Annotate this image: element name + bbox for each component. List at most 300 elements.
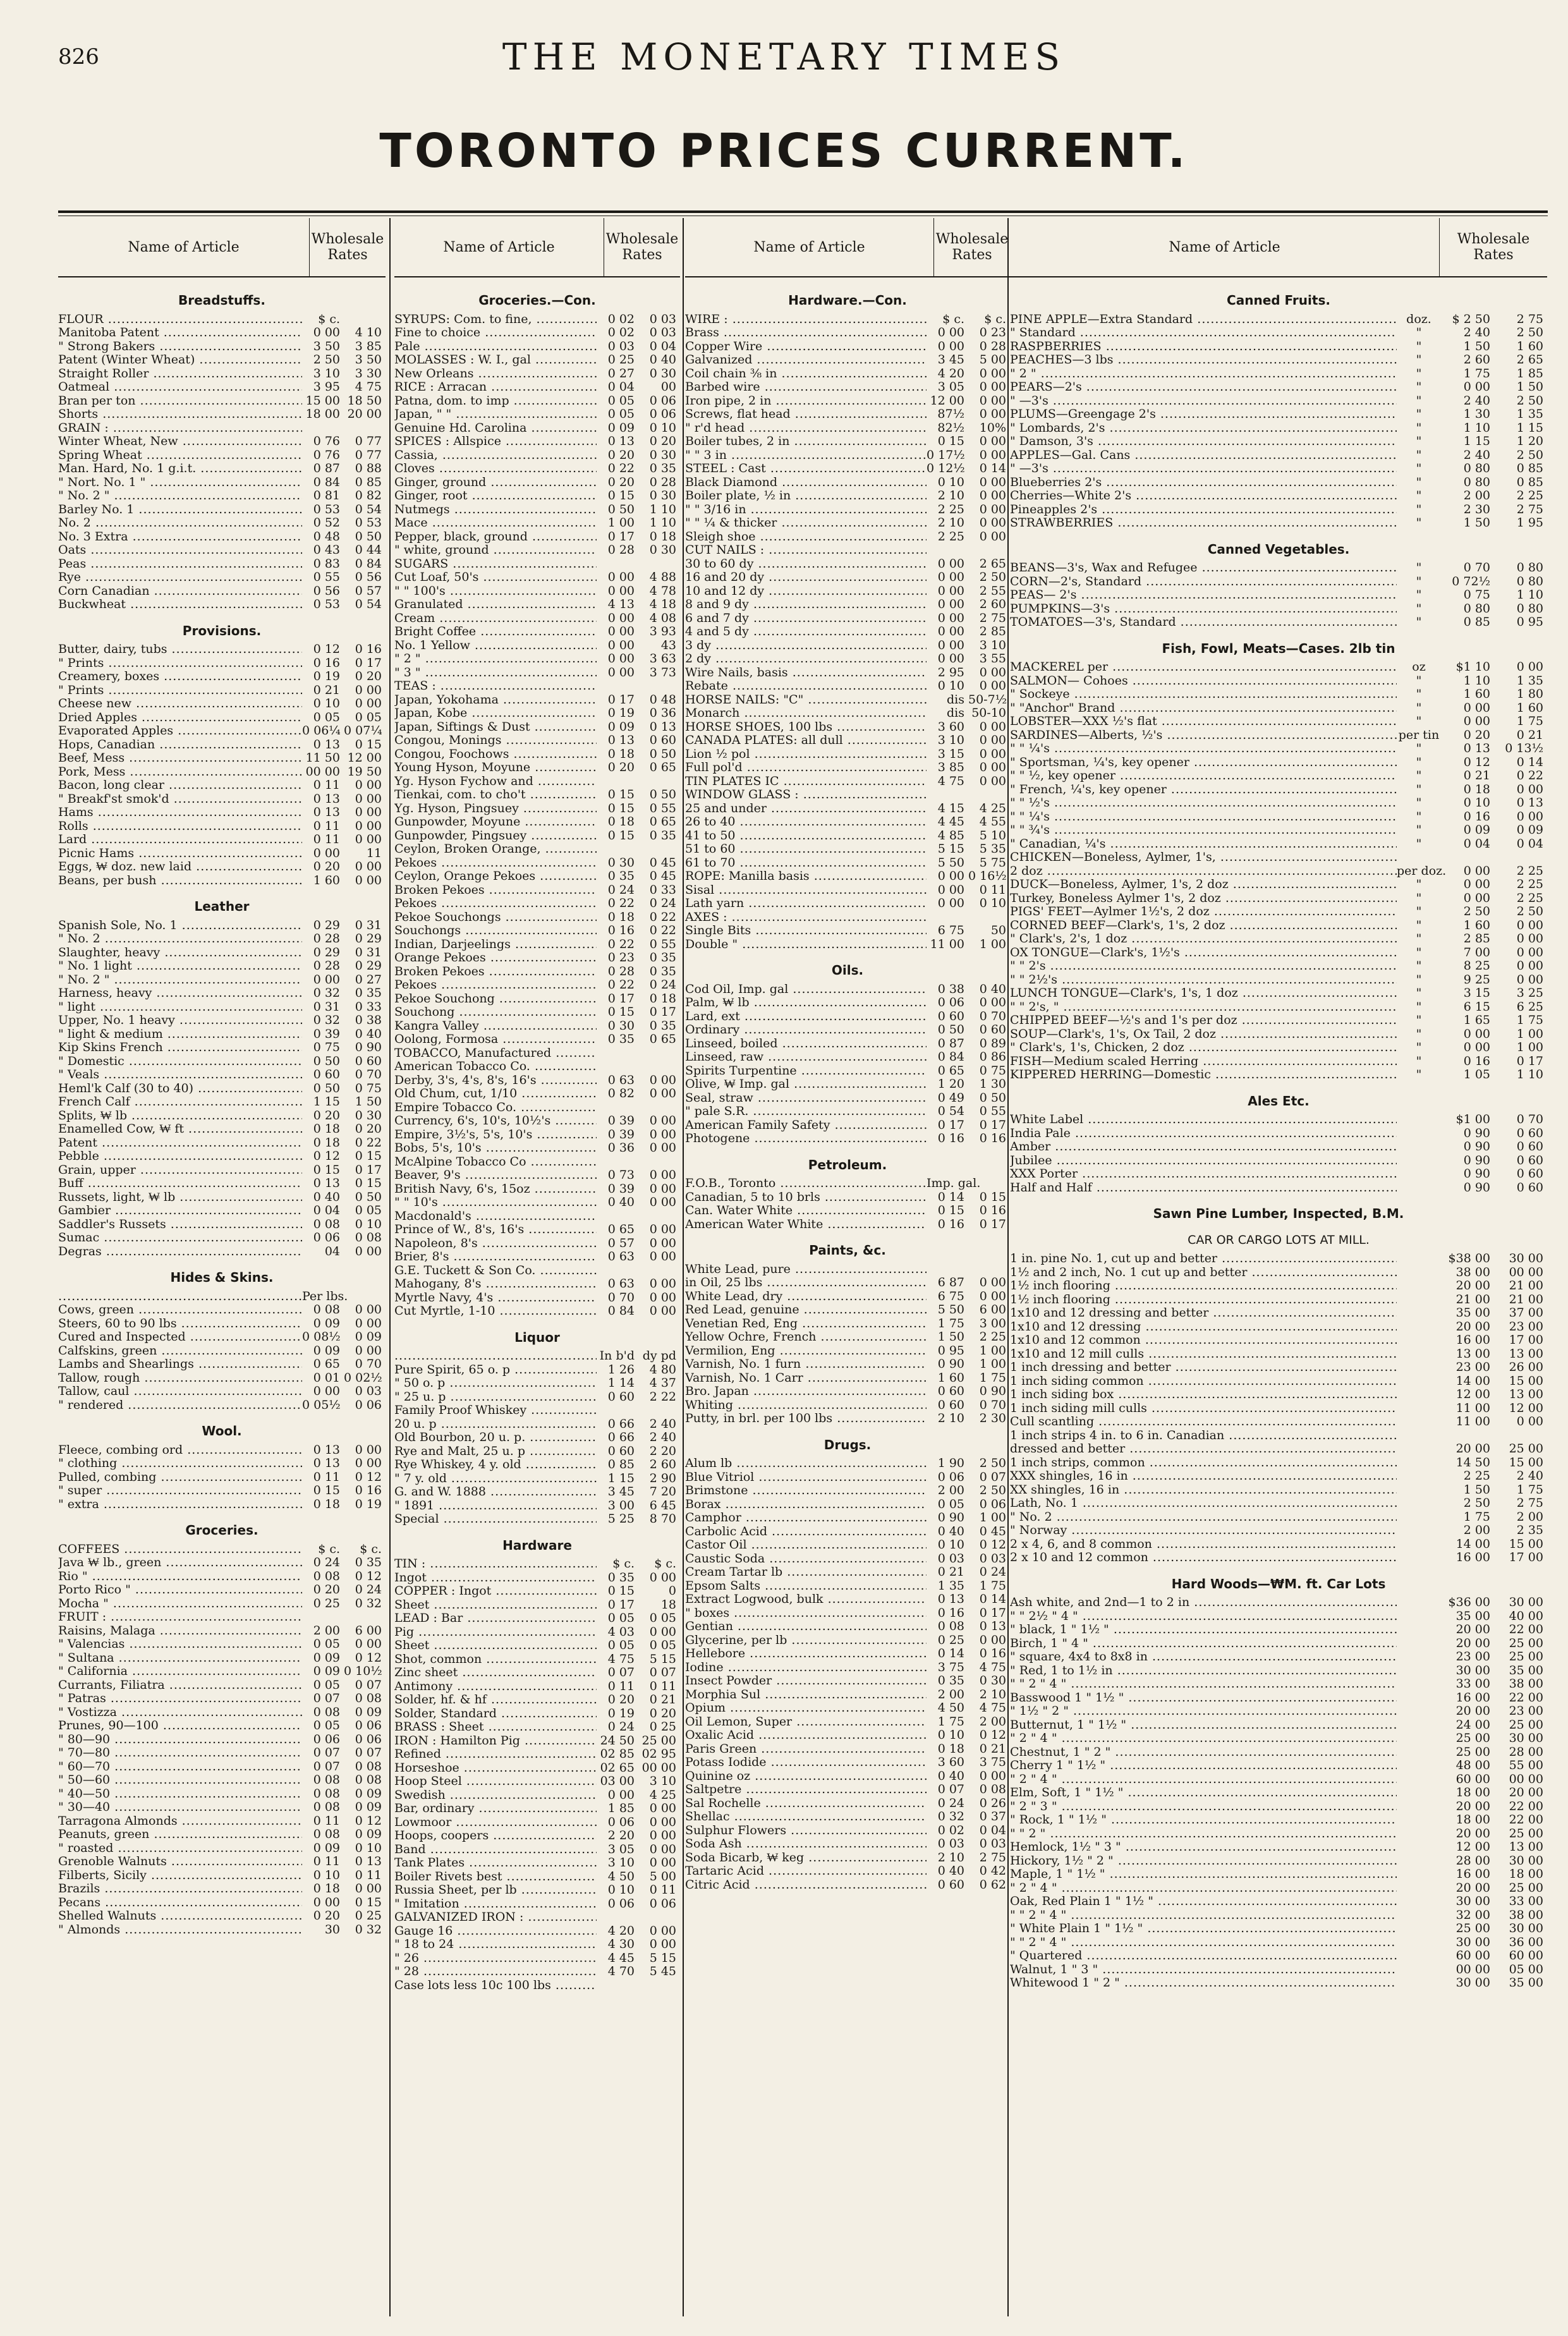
price-low: 0 17 <box>607 693 635 707</box>
price-row <box>685 1878 1010 1892</box>
price-low <box>927 1263 968 1277</box>
price-row <box>58 1444 386 1457</box>
price-high: 0 14 <box>979 462 1006 475</box>
price-high <box>638 1911 680 1925</box>
price-low: 0 80 <box>1463 602 1490 616</box>
price-low: 25 00 <box>1456 1745 1490 1759</box>
price-high: 00 <box>660 380 676 394</box>
price-low: 0 15 <box>937 1204 964 1217</box>
article-name: " Sockeye ..... <box>1010 688 1397 702</box>
price-row <box>685 449 1010 463</box>
price-row <box>394 1897 680 1911</box>
price-high: 0 00 <box>1516 932 1543 946</box>
price-high: 0 17 <box>649 1006 676 1019</box>
price-high: 5 75 <box>979 856 1006 870</box>
price-row <box>58 1358 386 1372</box>
price-low: 3 10 <box>937 734 964 747</box>
price-low: 0 20 <box>313 1583 340 1597</box>
price-low: 0 35 <box>607 1033 635 1046</box>
unit: " <box>1416 489 1422 502</box>
article-name: " 1½ " 2 " ..... <box>1010 1705 1397 1719</box>
price-row <box>685 983 1010 997</box>
unit <box>1397 1483 1441 1497</box>
price-row <box>58 847 386 861</box>
price-low: 16 00 <box>1456 1691 1490 1705</box>
price-high: 2 75 <box>1516 312 1543 326</box>
price-row <box>394 1141 680 1155</box>
price-high: 3 10 <box>979 638 1006 652</box>
article-name: Pekoe Souchongs ..... <box>394 911 597 925</box>
article-name: 1x10 and 12 dressing and better ..... <box>1010 1306 1397 1320</box>
article-name: Genuine Hd. Carolina ..... <box>394 422 597 435</box>
price-high: 0 28 <box>649 475 676 489</box>
price-low: 0 00 <box>607 1788 635 1802</box>
article-name: " " ½, key opener ..... <box>1010 769 1397 783</box>
article-name: WINDOW GLASS : ..... <box>685 788 927 802</box>
article-name: New Orleans ..... <box>394 367 597 381</box>
column-header-rates: Wholesale Rates <box>933 218 1010 276</box>
price-high: 0 09 <box>355 1828 382 1841</box>
article-name: " 2 " 4 " ..... <box>1010 1773 1397 1787</box>
article-name: Maple, 1 " 1½ " ..... <box>1010 1868 1397 1882</box>
price-low: dis <box>947 707 964 720</box>
price-row <box>58 765 386 779</box>
unit: per doz. <box>1397 864 1447 878</box>
price-low: 24 00 <box>1456 1718 1490 1732</box>
article-name: Patent (Winter Wheat) ..... <box>58 353 302 367</box>
price-low <box>927 911 968 925</box>
price-row <box>58 1290 386 1304</box>
price-high: 4 78 <box>649 584 676 598</box>
price-row <box>58 1869 386 1883</box>
price-row <box>58 657 386 671</box>
price-low: 0 06¼ <box>302 724 341 738</box>
price-low: 0 00 <box>937 571 964 584</box>
price-row <box>58 503 386 517</box>
price-low: 0 00 <box>937 638 964 652</box>
price-high: 0 08 <box>355 1773 382 1787</box>
article-name: Band ..... <box>394 1843 597 1857</box>
article-name: " Norway ..... <box>1010 1524 1397 1538</box>
price-high: 0 86 <box>979 1050 1006 1064</box>
price-low: 0 85 <box>1463 616 1490 629</box>
price-high: 0 03 <box>649 326 676 339</box>
article-name: Oak, Red Plain 1 " 1½ " ..... <box>1010 1895 1397 1909</box>
price-row <box>685 802 1010 816</box>
price-low: 0 07 <box>313 1760 340 1773</box>
price-low: 20 00 <box>1456 1705 1490 1718</box>
article-name: Bran per ton ..... <box>58 394 302 408</box>
article-name: Gambier ..... <box>58 1204 302 1218</box>
price-row <box>685 1484 1010 1498</box>
price-low: 0 60 <box>937 1878 964 1892</box>
price-high: 0 00 <box>979 747 1006 761</box>
article-name: Beaver, 9's ..... <box>394 1169 597 1183</box>
price-row <box>1010 561 1547 575</box>
price-low: 00 00 <box>1456 1962 1490 1976</box>
price-high: 2 20 <box>649 1444 676 1458</box>
unit <box>1397 1610 1441 1624</box>
price-high: 33 00 <box>1509 1895 1543 1908</box>
price-high: 0 60 <box>355 1054 382 1068</box>
price-low: 18 00 <box>1456 1813 1490 1827</box>
price-high: 2 75 <box>979 611 1006 625</box>
price-low: 2 00 <box>1463 489 1490 502</box>
price-low: 0 08 <box>937 1620 964 1633</box>
price-high: 0 90 <box>979 1385 1006 1398</box>
article-name: Putty, in brl. per 100 lbs ..... <box>685 1412 927 1426</box>
price-high: 1 85 <box>1516 367 1543 380</box>
price-high: 2 40 <box>1516 1469 1543 1483</box>
unit: " <box>1416 782 1422 796</box>
article-name: " rendered ..... <box>58 1399 302 1413</box>
price-low: 6 75 <box>937 1289 964 1303</box>
article-name: 1½ and 2 inch, No. 1 cut up and better ..... <box>1010 1266 1397 1280</box>
article-name: British Navy, 6's, 15oz ..... <box>394 1183 597 1196</box>
price-high: 0 21 <box>979 1742 1006 1756</box>
price-high: 0 35 <box>649 462 676 475</box>
price-high: 0 21 <box>649 1693 676 1706</box>
price-row <box>58 1787 386 1801</box>
article-name: Cherries—White 2's ..... <box>1010 489 1397 503</box>
section-heading: Hardware <box>502 1537 572 1553</box>
price-row <box>685 1105 1010 1119</box>
price-high: 5 10 <box>979 829 1006 843</box>
section-heading: Provisions. <box>182 623 262 638</box>
price-row <box>685 761 1010 775</box>
price-row <box>685 679 1010 693</box>
price-high <box>968 911 1010 925</box>
price-low <box>927 544 968 557</box>
unit <box>1397 1154 1441 1168</box>
price-low: 0 52 <box>313 516 340 530</box>
price-high: 60 00 <box>1509 1949 1543 1962</box>
article-name: 6 and 7 dy ..... <box>685 612 927 626</box>
price-high: 0 17 <box>979 1606 1006 1620</box>
price-row <box>685 1177 1010 1191</box>
article-name: " Almonds ..... <box>58 1923 302 1937</box>
price-high: 2 50 <box>1516 394 1543 408</box>
price-high: 0 00 <box>355 1303 382 1317</box>
price-row <box>685 1457 1010 1471</box>
price-row <box>58 1471 386 1485</box>
price-row <box>685 748 1010 762</box>
price-high <box>638 843 680 856</box>
price-high: 0 00 <box>979 502 1006 516</box>
price-row <box>685 1092 1010 1105</box>
price-high: 0 54 <box>355 598 382 611</box>
price-row <box>58 874 386 888</box>
price-high: 2 50 <box>1516 905 1543 918</box>
price-row <box>685 1566 1010 1579</box>
price-high: 0 16 <box>355 1484 382 1497</box>
price-row <box>1010 1320 1547 1334</box>
article-name: Screws, flat head ..... <box>685 408 927 422</box>
article-name: Potass Iodide ..... <box>685 1756 927 1770</box>
price-low: 0 09 <box>313 1317 340 1330</box>
article-name: Turkey, Boneless Aylmer 1's, 2 doz ..... <box>1010 892 1397 906</box>
price-row <box>394 679 680 693</box>
price-row <box>394 1789 680 1803</box>
price-low: 0 00 <box>937 326 964 339</box>
article-name: COFFEES ..... <box>58 1543 302 1557</box>
price-row <box>394 924 680 938</box>
price-low: 0 14 <box>937 1647 964 1660</box>
price-row <box>58 1218 386 1232</box>
price-high: 25 00 <box>1509 1881 1543 1895</box>
price-row <box>1010 1746 1547 1760</box>
price-row <box>1010 1732 1547 1746</box>
price-row <box>1010 973 1547 987</box>
article-name: Buff ..... <box>58 1177 302 1191</box>
article-name: Pale ..... <box>394 340 597 354</box>
price-low: 0 05½ <box>302 1398 341 1412</box>
price-row <box>1010 489 1547 503</box>
price-low: 8 25 <box>1463 959 1490 973</box>
unit <box>1397 1854 1441 1868</box>
price-high: 0 04 <box>1516 837 1543 851</box>
unit <box>1397 1922 1441 1936</box>
price-high <box>344 1610 386 1624</box>
price-low: 0 76 <box>313 448 340 462</box>
article-name: Manitoba Patent ..... <box>58 326 302 340</box>
price-row <box>58 340 386 354</box>
price-high: 0 00 <box>355 833 382 846</box>
price-low: 0 28 <box>313 959 340 973</box>
article-name: PUMPKINS—3's ..... <box>1010 602 1397 616</box>
article-name: Lard, ext ..... <box>685 1010 927 1024</box>
price-row <box>394 1816 680 1830</box>
price-row <box>685 462 1010 476</box>
unit <box>1397 1167 1441 1181</box>
price-high: 0 16 <box>979 1204 1006 1217</box>
price-row <box>685 1330 1010 1344</box>
price-low: 0 31 <box>313 1000 340 1014</box>
section-heading: Paints, &c. <box>809 1243 886 1258</box>
article-name: Olive, ₩ Imp. gal ..... <box>685 1078 927 1092</box>
price-high: 0 65 <box>649 761 676 774</box>
price-row <box>58 973 386 987</box>
price-high: 3 75 <box>979 1756 1006 1769</box>
price-row <box>685 1674 1010 1688</box>
article-name: American Tobacco Co. ..... <box>394 1060 597 1074</box>
price-high: 1 00 <box>979 1511 1006 1524</box>
price-low: 11 50 <box>305 751 340 765</box>
price-low: 1 30 <box>1463 408 1490 421</box>
price-row <box>394 1431 680 1445</box>
price-row <box>1010 367 1547 381</box>
price-low: $36 00 <box>1448 1596 1490 1609</box>
page-title: TORONTO PRICES CURRENT. <box>379 124 1189 178</box>
price-high: 1 60 <box>1516 339 1543 353</box>
price-low: 1 14 <box>607 1377 635 1390</box>
article-name: Japan, " " ..... <box>394 408 597 422</box>
article-name: " Clark's, 1's, Chicken, 2 doz ..... <box>1010 1041 1397 1055</box>
section-heading: Canned Vegetables. <box>1207 541 1350 557</box>
price-high: 0 12 <box>355 1569 382 1583</box>
price-high: 2 65 <box>979 557 1006 571</box>
price-row <box>394 1666 680 1680</box>
price-row <box>1010 660 1547 674</box>
article-name: " pale S.R. ..... <box>685 1105 927 1119</box>
article-name: Empire, 3½'s, 5's, 10's ..... <box>394 1128 597 1142</box>
price-row <box>394 802 680 816</box>
column-header-name: Name of Article <box>128 239 240 255</box>
price-low: 0 13 <box>1463 742 1490 755</box>
price-low: 0 50 <box>937 1023 964 1037</box>
unit: " <box>1416 878 1422 891</box>
price-high: 0 00 <box>1516 946 1543 959</box>
price-low: 2 50 <box>1463 905 1490 918</box>
price-row <box>394 652 680 666</box>
price-low: 0 16 <box>607 924 635 937</box>
price-low: 0 10 <box>1463 796 1490 810</box>
article-name: SALMON— Cohoes ..... <box>1010 674 1397 688</box>
price-low: 0 17 <box>607 530 635 544</box>
price-row <box>1010 1895 1547 1909</box>
article-name: PIGS' FEET—Aylmer 1½'s, 2 doz ..... <box>1010 905 1397 919</box>
price-row <box>58 919 386 933</box>
price-low: 0 04 <box>607 380 635 394</box>
article-name: SPICES : Allspice ..... <box>394 435 597 449</box>
price-row <box>394 598 680 612</box>
article-name: 1½ inch flooring ..... <box>1010 1293 1397 1307</box>
price-high: 0 50 <box>649 747 676 761</box>
article-name: Iodine ..... <box>685 1661 927 1675</box>
price-high: 0 00 <box>355 697 382 710</box>
price-row <box>1010 476 1547 490</box>
price-high: 3 25 <box>1516 987 1543 1000</box>
price-low: 0 25 <box>313 1597 340 1610</box>
price-low: 1 90 <box>937 1457 964 1470</box>
article-name: " —3's ..... <box>1010 462 1397 476</box>
price-low: 0 18 <box>313 1882 340 1895</box>
price-high: 15 00 <box>1509 1456 1543 1469</box>
price-high: 2 25 <box>1516 891 1543 905</box>
article-name: SUGARS ..... <box>394 557 597 571</box>
price-low: 1 75 <box>1463 367 1490 380</box>
price-row <box>685 503 1010 517</box>
unit <box>1397 1402 1441 1416</box>
price-high: 0 14 <box>1516 755 1543 769</box>
price-low: 0 18 <box>313 1136 340 1150</box>
price-low: 0 15 <box>607 788 635 801</box>
unit: " <box>1416 339 1422 353</box>
price-high: 2 25 <box>1516 878 1543 891</box>
price-high: 0 82 <box>355 489 382 502</box>
price-row <box>685 996 1010 1010</box>
price-high: 0 00 <box>979 394 1006 408</box>
price-high: 4 88 <box>649 571 676 584</box>
price-high: 0 16 <box>355 643 382 656</box>
price-high: 0 00 <box>649 1169 676 1182</box>
price-row <box>58 1733 386 1747</box>
price-high: 0 00 <box>355 1457 382 1470</box>
price-high: 25 00 <box>1509 1650 1543 1664</box>
price-row <box>685 1688 1010 1702</box>
price-high: 0 42 <box>979 1865 1006 1878</box>
price-low: 14 00 <box>1456 1537 1490 1551</box>
price-low: 0 39 <box>607 1128 635 1141</box>
price-row <box>58 394 386 408</box>
price-low <box>597 1210 638 1224</box>
article-name: " California ..... <box>58 1665 302 1679</box>
article-name: 4 and 5 dy ..... <box>685 625 927 639</box>
price-row <box>1010 987 1547 1001</box>
price-low: 0 20 <box>313 860 340 873</box>
price-row <box>1010 919 1547 933</box>
price-column-1 <box>58 218 386 2316</box>
price-row <box>1010 1279 1547 1293</box>
price-low: 0 12½ <box>927 462 965 475</box>
unit: " <box>1416 408 1422 421</box>
article-name: LEAD : Bar ..... <box>394 1612 597 1626</box>
article-name: Ginger, ground ..... <box>394 476 597 490</box>
article-name: SYRUPS: Com. to fine, ..... <box>394 313 597 327</box>
price-low: 3 60 <box>937 1756 964 1769</box>
article-name: 20 u. p ..... <box>394 1418 597 1432</box>
price-high: 0 00 <box>979 1289 1006 1303</box>
section-heading: Hides & Skins. <box>170 1270 274 1285</box>
price-low: 2 50 <box>1463 1497 1490 1510</box>
price-low: 0 00 <box>313 846 340 860</box>
price-low: 25 00 <box>1456 1922 1490 1935</box>
price-row <box>1010 588 1547 602</box>
price-low: 0 00 <box>607 638 635 652</box>
article-name: Congou, Foochows ..... <box>394 748 597 762</box>
unit <box>1397 1524 1441 1538</box>
price-high: 0 00 <box>355 1344 382 1358</box>
article-name: Zinc sheet ..... <box>394 1666 597 1680</box>
article-name: 10 and 12 dy ..... <box>685 585 927 599</box>
price-low: 0 55 <box>313 571 340 584</box>
price-row <box>394 1196 680 1210</box>
price-low: 0 09 <box>313 1344 340 1358</box>
price-low: 0 24 <box>607 1720 635 1734</box>
price-high <box>968 1263 1010 1277</box>
price-low: 2 25 <box>937 502 964 516</box>
price-row <box>58 751 386 765</box>
price-low: 0 56 <box>313 584 340 598</box>
article-name: " 80—90 ..... <box>58 1733 302 1747</box>
price-row <box>685 313 1010 327</box>
price-row <box>58 1109 386 1123</box>
unit: " <box>1416 353 1422 367</box>
price-low: 13 00 <box>1456 1347 1490 1361</box>
price-low: 0 38 <box>937 982 964 996</box>
article-name: American Water White ..... <box>685 1218 927 1232</box>
price-row <box>58 1177 386 1191</box>
price-high: 20 00 <box>1509 1786 1543 1799</box>
price-row <box>1010 1705 1547 1719</box>
price-row <box>1010 422 1547 435</box>
unit: " <box>1416 973 1422 987</box>
price-low <box>1441 851 1494 865</box>
article-name: KIPPERED HERRING—Domestic ..... <box>1010 1068 1397 1082</box>
unit <box>1397 1759 1441 1773</box>
price-low: 0 28 <box>313 932 340 946</box>
price-high: 0 17 <box>979 1217 1006 1231</box>
price-high: 18 50 <box>347 394 382 408</box>
price-row <box>1010 1524 1547 1538</box>
article-name: Shorts ..... <box>58 408 302 422</box>
article-name: Oxalic Acid ..... <box>685 1729 927 1743</box>
section-heading: Petroleum. <box>808 1157 887 1172</box>
unit: " <box>1416 688 1422 701</box>
price-high: 0 00 <box>979 996 1006 1009</box>
unit: " <box>1416 367 1422 380</box>
article-name: Boiler plate, ½ in ..... <box>685 489 927 503</box>
